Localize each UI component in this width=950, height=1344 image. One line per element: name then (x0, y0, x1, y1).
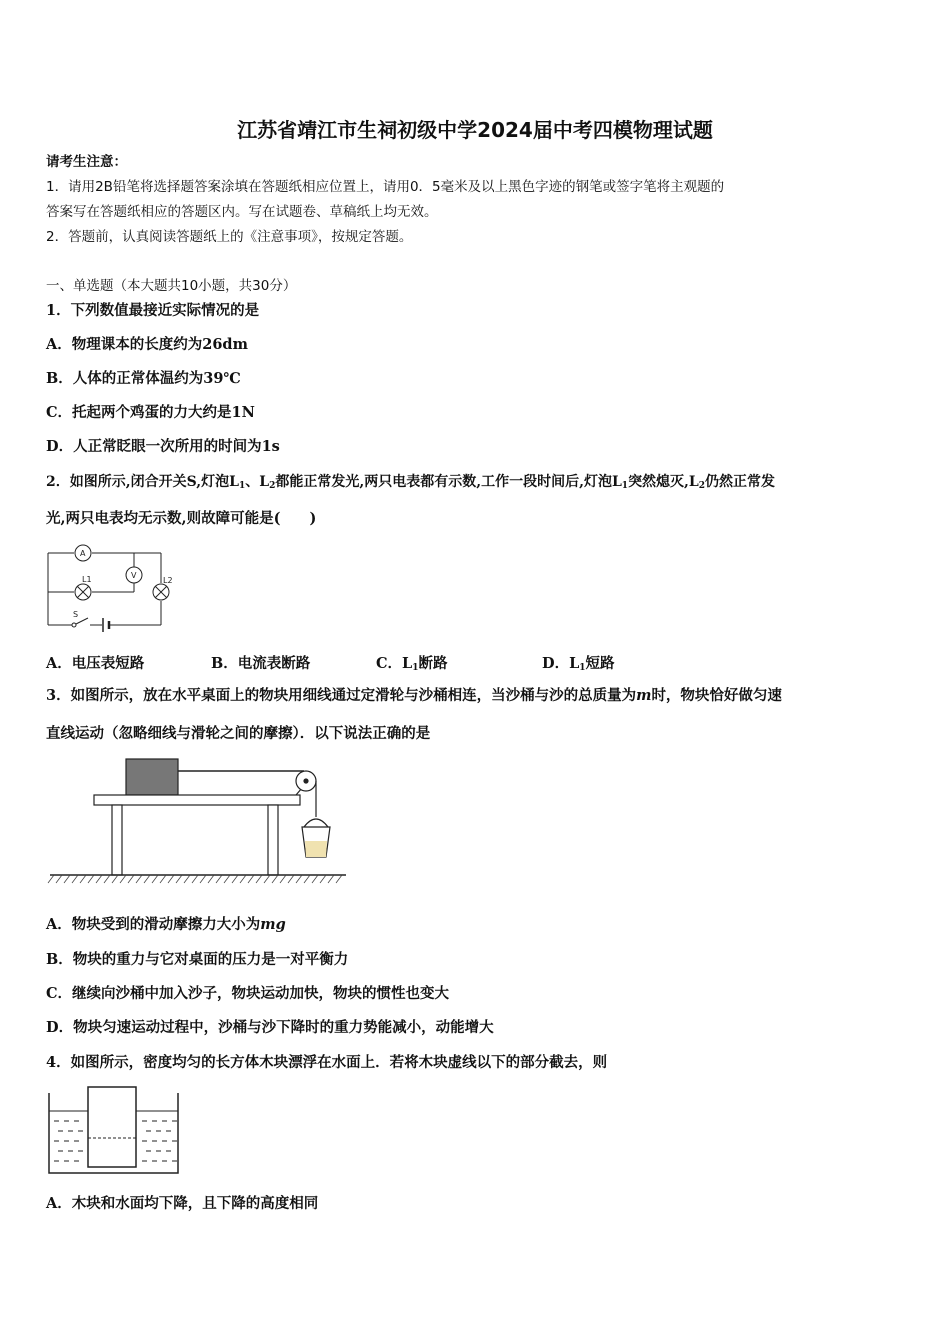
ground-hatch (208, 875, 214, 883)
ground-hatch (64, 875, 70, 883)
ground-hatch (152, 875, 158, 883)
q1-option-d: D．人正常眨眼一次所用的时间为1s (46, 438, 280, 455)
notice-line-1a: 1．请用2B铅笔将选择题答案涂填在答题纸相应位置上，请用0．5毫米及以上黑色字迹的钢笔或签字笔将主观题的 (46, 179, 725, 195)
q2-stem-line2: 光,两只电表均无示数,则故障可能是( ) (46, 510, 317, 527)
ground-hatch (240, 875, 246, 883)
table-top (94, 795, 300, 805)
ground-hatch (176, 875, 182, 883)
ground-hatch (256, 875, 262, 883)
notice-line-2: 2．答题前，认真阅读答题纸上的《注意事项》，按规定答题。 (46, 229, 413, 245)
ground-hatch (80, 875, 86, 883)
q3-option-d: D．物块匀速运动过程中，沙桶与沙下降时的重力势能减小，动能增大 (46, 1019, 494, 1036)
q3-stem-line2: 直线运动（忽略细线与滑轮之间的摩擦）．以下说法正确的是 (46, 725, 431, 742)
q1-option-c: C．托起两个鸡蛋的力大约是1N (46, 404, 255, 421)
q2-circuit-diagram (46, 545, 176, 635)
ground-hatch (232, 875, 238, 883)
page-title: 江苏省靖江市生祠初级中学2024届中考四模物理试题 (237, 118, 713, 142)
ammeter-label: A (80, 549, 86, 558)
ground-hatch (192, 875, 198, 883)
l1-label: L1 (82, 575, 92, 584)
switch-label: S (73, 610, 79, 619)
ground-hatch (56, 875, 62, 883)
q4-stem: 4．如图所示，密度均匀的长方体木块漂浮在水面上．若将木块虚线以下的部分截去，则 (46, 1054, 608, 1071)
q2-stem: 2．如图所示,闭合开关S,灯泡$L_1$、$L_2$都能正常发光,两只电表都有示数,工作一段时间后,灯泡$L_1$突然熄灭$,L_2$仍然正常发 (46, 474, 776, 491)
ground-hatch (304, 875, 310, 883)
q3-option-b: B．物块的重力与它对桌面的压力是一对平衡力 (46, 951, 349, 968)
voltmeter-label: V (131, 571, 137, 580)
q3-option-a: A．物块受到的滑动摩擦力大小为mg (46, 916, 286, 933)
ground-hatch (104, 875, 110, 883)
q4-option-a: A．木块和水面均下降，且下降的高度相同 (46, 1195, 319, 1212)
ground-hatch (48, 875, 54, 883)
q2-option-d: D．$L_1$短路 (542, 655, 615, 673)
q3-option-c: C．继续向沙桶中加入沙子，物块运动加快，物块的惯性也变大 (46, 985, 450, 1002)
q1-option-a: A．物理课本的长度约为26dm (46, 336, 248, 353)
q3-stem: 3．如图所示，放在水平桌面上的物块用细线通过定滑轮与沙桶相连，当沙桶与沙的总质量为m时，物块恰好做匀速 (46, 687, 782, 704)
switch-icon (72, 623, 76, 627)
ground-hatch (320, 875, 326, 883)
q3-pulley-diagram (46, 755, 356, 890)
ground-hatch (144, 875, 150, 883)
ground-hatch (128, 875, 134, 883)
ground-hatch (328, 875, 334, 883)
wood-block-icon (88, 1087, 136, 1167)
ground-hatch (312, 875, 318, 883)
ground-hatch (96, 875, 102, 883)
ground-hatch (288, 875, 294, 883)
l2-label: L2 (163, 576, 173, 585)
ground-hatch (112, 875, 118, 883)
q1-stem: 1．下列数值最接近实际情况的是 (46, 302, 260, 319)
ground-hatch (136, 875, 142, 883)
ground-hatch (224, 875, 230, 883)
q2-option-a: A．电压表短路 (46, 655, 145, 672)
ground-hatch (336, 875, 342, 883)
ground-hatch (248, 875, 254, 883)
ground-hatch (296, 875, 302, 883)
ground-hatch (200, 875, 206, 883)
q2-option-b: B．电流表断路 (211, 655, 311, 672)
ground-hatch (272, 875, 278, 883)
q4-floating-block-diagram (46, 1085, 182, 1177)
ground-hatch (216, 875, 222, 883)
section-heading: 一、单选题（本大题共10小题，共30分） (46, 278, 297, 294)
ground-hatch (184, 875, 190, 883)
notice-line-1b: 答案写在答题纸相应的答题区内。写在试题卷、草稿纸上均无效。 (46, 204, 438, 220)
q2-option-c: C．$L_1$断路 (376, 655, 448, 673)
ground-hatch (72, 875, 78, 883)
ground-hatch (280, 875, 286, 883)
q1-option-b: B．人体的正常体温约为39℃ (46, 370, 241, 387)
ground-hatch (168, 875, 174, 883)
ground-hatch (88, 875, 94, 883)
notice-heading: 请考生注意： (46, 154, 127, 170)
ground-hatch (264, 875, 270, 883)
ground-hatch (120, 875, 126, 883)
ground-hatch (160, 875, 166, 883)
block-icon (126, 759, 178, 795)
